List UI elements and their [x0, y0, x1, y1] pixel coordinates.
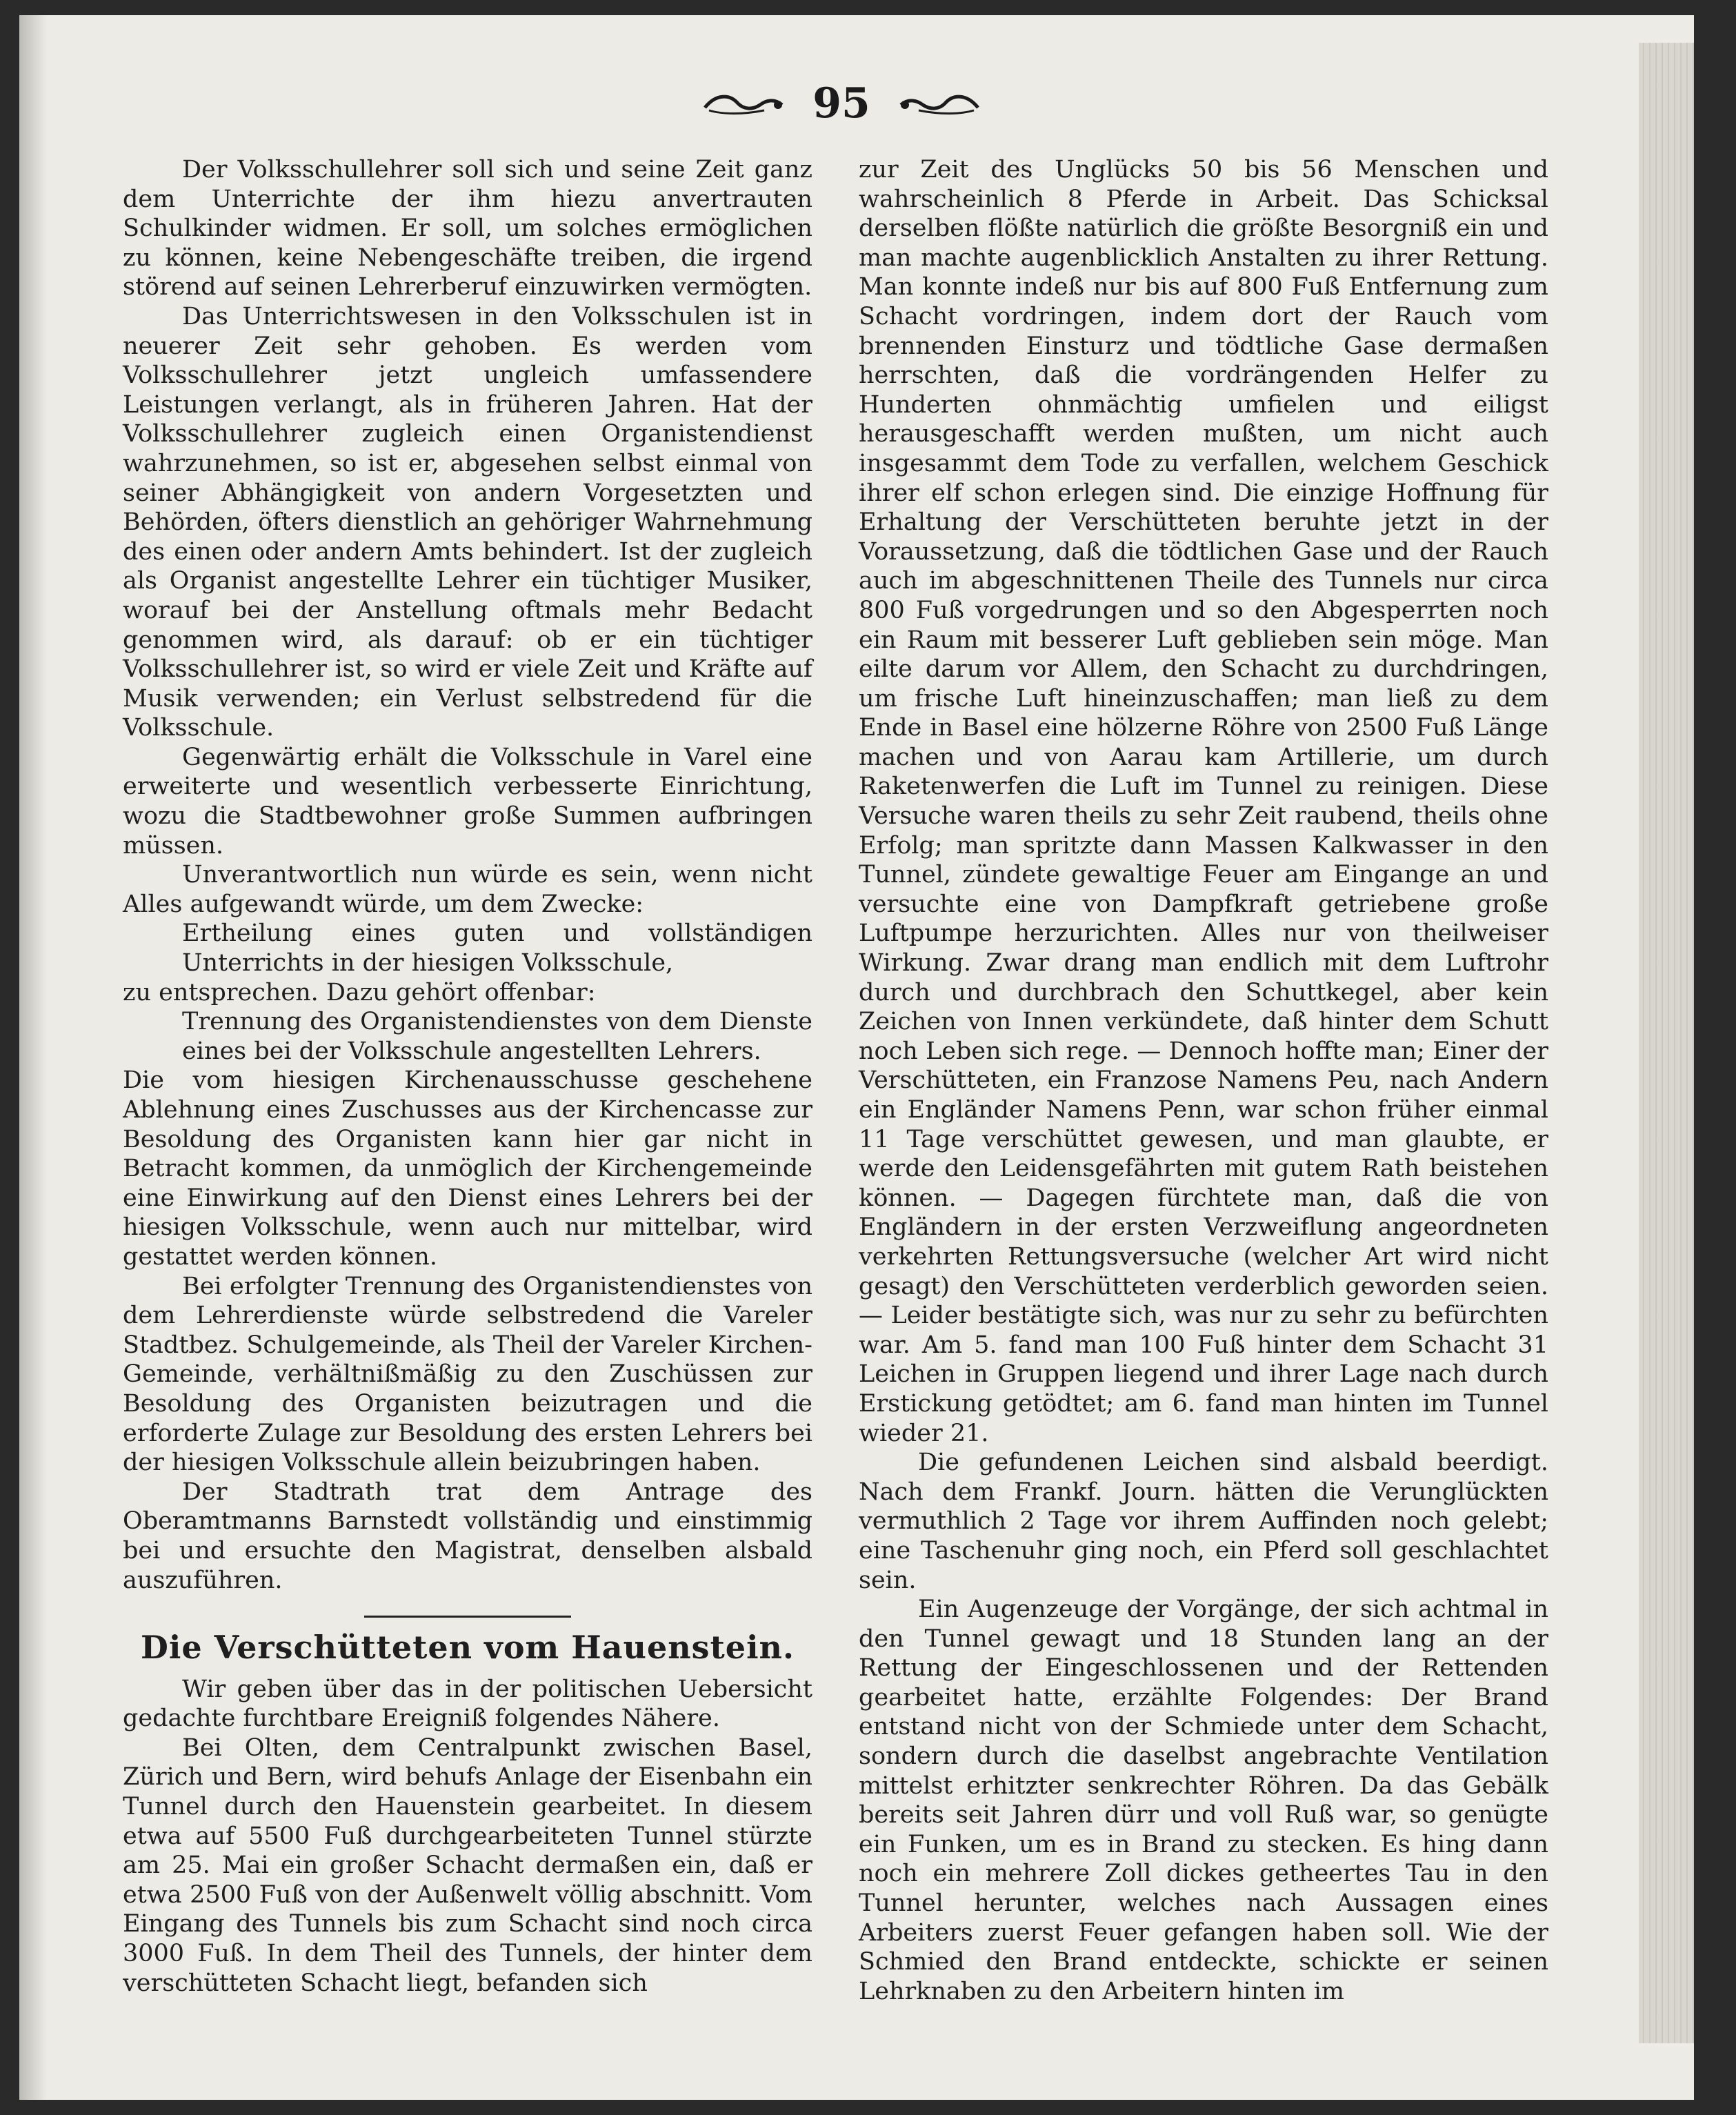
left-column — [123, 155, 812, 1998]
paragraph: Ein Augenzeuge der Vorgänge, der sich achtmal in den Tunnel gewagt und 18 Stunden lang an der Rettung der Eingeschlossenen und der Rettenden gearbeitet hatte, erzählte Folgendes: Der Brand entstand nicht von der Schmiede unter dem Schacht, sondern durch die daselbst angebrachte Ventilation mittelst erhitzter senkrechter Röhren. Da das Gebälk bereits seit Jahren dürr und voll Ruß war, so genügte ein Funken, um es in Brand zu stecken. Es hing dann noch ein mehrere Zoll dickes getheertes Tau in den Tunnel herunter, welches nach Aussagen eines Arbeiters zuerst Feuer gefangen haben soll. Wie der Schmied den Brand entdeckte, schickte er seinen Lehrknaben zu den Arbeitern hinten im — [859, 1596, 1548, 2005]
section-divider — [364, 1616, 571, 1618]
list-item: Ertheilung eines guten und vollständigen Unterrichts in der hiesigen Volksschule, — [182, 920, 812, 977]
page-header — [697, 76, 986, 131]
paragraph: Der Volksschullehrer soll sich und seine Zeit ganz dem Unterrichte der ihm hiezu anvertrauten Schulkinder widmen. Er soll, um solches ermöglichen zu können, keine Nebengeschäfte treiben, die irgend störend auf seinen Lehrerberuf einzuwirken vermögten. — [123, 156, 812, 301]
paragraph: Gegenwärtig erhält die Volksschule in Varel eine erweiterte und wesentlich verbesserte Einrichtung, wozu die Stadtbewohner große Summen aufbringen müssen. — [123, 743, 812, 860]
right-column — [859, 155, 1548, 2006]
paragraph: Bei Olten, dem Centralpunkt zwischen Basel, Zürich und Bern, wird behufs Anlage der Eisenbahn ein Tunnel durch den Hauenstein gearbeitet. In diesem etwa auf 5500 Fuß durchgearbeiteten Tunnel stürzte am 25. Mai ein großer Schacht dermaßen ein, daß er etwa 2500 Fuß von der Außenwelt völlig abschnitt. Vom Eingang des Tunnels bis zum Schacht sind noch circa 3000 Fuß. In dem Theil des Tunnels, der hinter dem verschütteten Schacht liegt, befanden sich — [123, 1734, 812, 1997]
right-ornament-icon — [898, 90, 981, 117]
left-ornament-icon — [702, 90, 785, 117]
page-edges — [1639, 43, 1694, 2043]
paragraph: Unverantwortlich nun würde es sein, wenn nicht Alles aufgewandt würde, um dem Zwecke: — [123, 861, 812, 918]
page-gutter-shadow — [19, 15, 47, 2100]
paragraph: zu entsprechen. Dazu gehört offenbar: — [123, 978, 596, 1006]
paragraph: Der Stadtrath trat dem Antrage des Oberamtmanns Barnstedt vollständig und einstimmig bei und ersuchte den Magistrat, denselben alsbald auszuführen. — [123, 1478, 812, 1594]
paragraph: Die gefundenen Leichen sind alsbald beerdigt. Nach dem Frankf. Journ. hätten die Verunglückten vermuthlich 2 Tage vor ihrem Auffinden noch gelebt; eine Taschenuhr ging noch, ein Pferd soll geschlachtet sein. — [859, 1449, 1548, 1594]
page-number: 95 — [812, 79, 870, 128]
paragraph: Bei erfolgter Trennung des Organistendienstes von dem Lehrerdienste würde selbstredend die Vareler Stadtbez. Schulgemeinde, als Theil der Vareler Kirchen-Gemeinde, verhältnißmäßig zu den Zuschüssen zur Besoldung des Organisten beizutragen und die erforderte Zulage zur Besoldung des ersten Lehrers bei der hiesigen Volksschule allein beizubringen haben. — [123, 1272, 812, 1477]
list-item: Trennung des Organistendienstes von dem Dienste eines bei der Volksschule angestellten Lehrers. — [182, 1008, 812, 1065]
paragraph: Wir geben über das in der politischen Uebersicht gedachte furchtbare Ereigniß folgendes Nähere. — [123, 1675, 812, 1733]
article-title: Die Verschütteten vom Hauenstein. — [140, 1629, 795, 1667]
paragraph: Die vom hiesigen Kirchenausschusse geschehene Ablehnung eines Zuschusses aus der Kirchencasse zur Besoldung des Organisten kann hier gar nicht in Betracht kommen, da unmöglich der Kirchengemeinde eine Einwirkung auf den Dienst eines Lehrers bei der hiesigen Volksschule, wenn auch nur mittelbar, wird gestattet werden können. — [123, 1066, 812, 1271]
paragraph: zur Zeit des Unglücks 50 bis 56 Menschen und wahrscheinlich 8 Pferde in Arbeit. Das Schicksal derselben flößte natürlich die größte Besorgniß ein und man machte augenblicklich Anstalten zu ihrer Rettung. Man konnte indeß nur bis auf 800 Fuß Entfernung zum Schacht vordringen, indem dort der Rauch vom brennenden Einsturz und tödtliche Gase dermaßen herrschten, daß die vordrängenden Helfer zu Hunderten ohnmächtig umfielen und eiligst herausgeschafft werden mußten, um nicht auch insgesammt dem Tode zu verfallen, welchem Geschick ihrer elf schon erlegen sind. Die einzige Hoffnung für Erhaltung der Verschütteten beruhte jetzt in der Voraussetzung, daß die tödtlichen Gase und der Rauch auch im abgeschnittenen Theile des Tunnels nur circa 800 Fuß vorgedrungen und so den Abgesperrten noch ein Raum mit besserer Luft geblieben sein möge. Man eilte darum vor Allem, den Schacht zu durchdringen, um frische Luft hineinzuschaffen; man ließ zu dem Ende in Basel eine hölzerne Röhre von 2500 Fuß Länge machen und von Aarau kam Artillerie, um durch Raketenwerfen die Luft im Tunnel zu reinigen. Diese Versuche waren theils zu sehr Zeit raubend, theils ohne Erfolg; man spritzte dann Massen Kalkwasser in den Tunnel, zündete gewaltige Feuer am Eingange an und versuchte eine von Dampfkraft getriebene große Luftpumpe herzurichten. Alles nur von theilweiser Wirkung. Zwar drang man endlich mit dem Luftrohr durch und durchbrach den Schuttkegel, aber kein Zeichen von Innen verkündete, daß hinter dem Schutt noch Leben sich rege. — Dennoch hoffte man; Einer der Verschütteten, ein Franzose Namens Peu, nach Andern ein Engländer Namens Penn, war schon früher einmal 11 Tage verschüttet gewesen, und man glaubte, er werde den Leidensgefährten mit gutem Rath beistehen können. — Dagegen fürchtete man, daß die von Engländern in der ersten Verzweiflung angeordneten verkehrten Rettungsversuche (welcher Art wird nicht gesagt) den Verschütteten verderblich geworden seien. — Leider bestätigte sich, was nur zu sehr zu befürchten war. Am 5. fand man 100 Fuß hinter dem Schacht 31 Leichen in Gruppen liegend und ihrer Lage nach durch Erstickung getödtet; am 6. fand man hinten im Tunnel wieder 21. — [859, 156, 1548, 1447]
paragraph: Das Unterrichtswesen in den Volksschulen ist in neuerer Zeit sehr gehoben. Es werden vom Volksschullehrer jetzt ungleich umfassendere Leistungen verlangt, als in früheren Jahren. Hat der Volksschullehrer zugleich einen Organistendienst wahrzunehmen, so ist er, abgesehen selbst einmal von seiner Abhängigkeit von andern Vorgesetzten und Behörden, öfters dienstlich an gehöriger Wahrnehmung des einen oder andern Amts behindert. Ist der zugleich als Organist angestellte Lehrer ein tüchtiger Musiker, worauf bei der Anstellung oftmals mehr Bedacht genommen wird, als darauf: ob er ein tüchtiger Volksschullehrer ist, so wird er viele Zeit und Kräfte auf Musik verwenden; ein Verlust selbstredend für die Volksschule. — [123, 302, 812, 742]
